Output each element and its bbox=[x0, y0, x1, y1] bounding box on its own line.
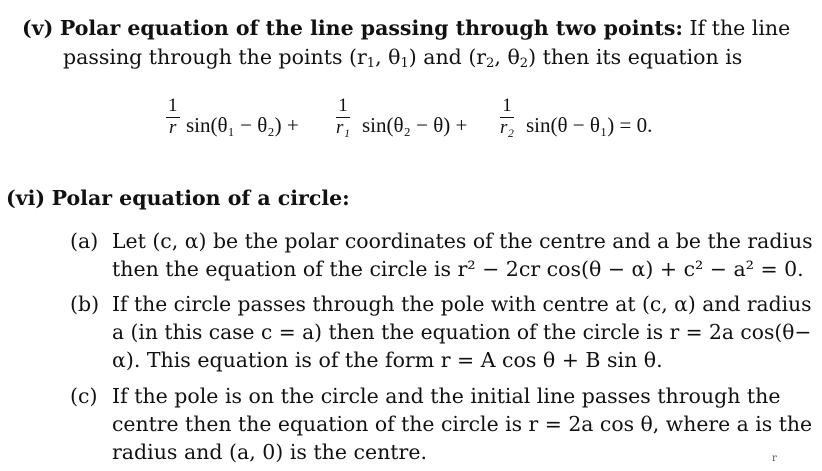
item-c-line3: radius and (a, 0) is the centre. bbox=[112, 440, 427, 464]
text-fragment: passing through the points (r bbox=[63, 45, 367, 69]
section-v-line2 bbox=[63, 47, 742, 70]
item-c-line1: If the pole is on the circle and the initial line passes through the bbox=[112, 384, 781, 408]
section-vi-marker: (vi) bbox=[6, 186, 46, 210]
item-b-line1: If the circle passes through the pole with centre at (c, α) and radius bbox=[112, 292, 812, 316]
equation-term-3: sin(θ − θ₁) = 0. bbox=[526, 113, 653, 137]
section-v-marker: (v) bbox=[22, 16, 54, 40]
equation-term-2: sin(θ₂ − θ) + bbox=[362, 113, 468, 137]
text-fragment: , θ bbox=[494, 45, 520, 69]
item-b-line3: α). This equation is of the form r = A cos θ + B sin θ. bbox=[112, 348, 663, 372]
fraction-3 bbox=[500, 96, 514, 139]
section-vi-heading-line bbox=[6, 188, 350, 209]
fraction-1 bbox=[166, 96, 180, 139]
text-fragment: ) then its equation is bbox=[528, 45, 743, 69]
fraction-denominator: r₁ bbox=[336, 116, 350, 138]
fraction-numerator: 1 bbox=[500, 96, 514, 118]
text-fragment: , θ bbox=[375, 45, 401, 69]
text-fragment: ) and (r bbox=[408, 45, 487, 69]
fraction-numerator: 1 bbox=[336, 96, 350, 118]
subscript: 1 bbox=[400, 56, 409, 71]
subscript: 1 bbox=[366, 56, 376, 71]
item-a-line2: then the equation of the circle is r² − 2cr cos(θ − α) + c² − a² = 0. bbox=[112, 257, 804, 281]
subscript: 2 bbox=[486, 56, 495, 71]
equation-term-1: sin(θ₁ − θ₂) + bbox=[186, 113, 299, 137]
section-v-line1 bbox=[22, 18, 790, 39]
item-b-line2: a (in this case c = a) then the equation of the circle is r = 2a cos(θ− bbox=[112, 320, 812, 344]
item-c-marker: (c) bbox=[70, 384, 98, 408]
footer-mark: r bbox=[772, 453, 777, 464]
item-a-line1: Let (c, α) be the polar coordinates of the centre and a be the radius bbox=[112, 229, 813, 253]
subscript: 2 bbox=[519, 56, 529, 71]
section-v-text1: If the line bbox=[689, 16, 791, 40]
item-c-line2: centre then the equation of the circle is r = 2a cos θ, where a is the bbox=[112, 412, 813, 436]
item-a-marker: (a) bbox=[70, 229, 99, 253]
section-vi-heading: Polar equation of a circle: bbox=[51, 186, 350, 210]
fraction-numerator: 1 bbox=[168, 95, 178, 116]
item-b-marker: (b) bbox=[70, 292, 100, 316]
fraction-2 bbox=[336, 96, 350, 139]
section-v-heading: Polar equation of the line passing through two points: bbox=[59, 16, 683, 40]
fraction-denominator: r₂ bbox=[500, 116, 514, 138]
fraction-denominator: r bbox=[169, 116, 177, 138]
